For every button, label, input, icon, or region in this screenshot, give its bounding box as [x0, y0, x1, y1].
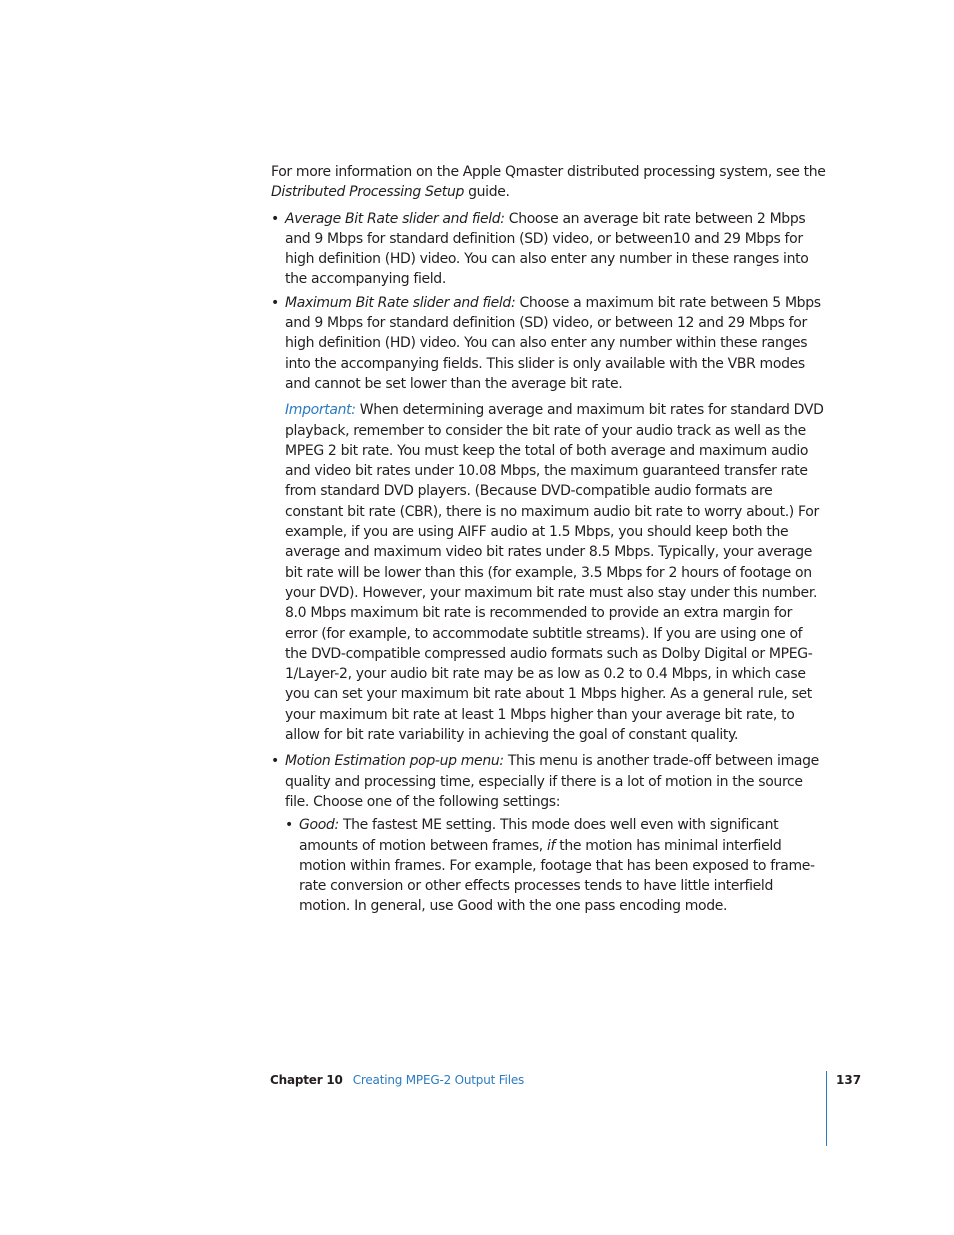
bullet-term: Motion Estimation pop-up menu: [285, 753, 504, 770]
footer-chapter-label: Chapter 10 [270, 1073, 343, 1087]
sub-bullet-good [271, 815, 827, 916]
footer-divider [826, 1071, 827, 1146]
bullet-glyph: • [271, 210, 279, 227]
page-footer [270, 1071, 830, 1089]
bullet-term: Average Bit Rate slider and field: [285, 210, 505, 227]
important-text: When determining average and maximum bit rates for standard DVD playback, remember to consider the bit rate of your audio track as well as the MPEG 2 bit rate. You must keep the total of both average and maximum audio and video bit rates under 10.08 Mbps, the maximum guaranteed transfer rate from standard DVD players. (Because DVD-compatible audio formats are constant bit rate (CBR), there is no maximum audio bit rate to worry about.) For example, if you are using AIFF audio at 1.5 Mbps, you should keep both the average and maximum video bit rates under 8.5 Mbps. Typically, your average bit rate will be lower than this (for example, 3.5 Mbps for 2 hours of footage on your DVD). However, your maximum bit rate must also stay under this number. 8.0 Mbps maximum bit rate is recommended to provide an extra margin for error (for example, to accommodate subtitle streams). If you are using one of the DVD-compatible compressed audio formats such as Dolby Digital or MPEG-1/Layer-2, your audio bit rate may be as low as 0.2 to 0.4 Mbps, in which case you can set your maximum bit rate about 1 Mbps higher. As a general rule, set your maximum bit rate at least 1 Mbps higher than your average bit rate, to allow for bit rate variability in achieving the goal of constant quality. [285, 402, 824, 744]
sub-bullet-text: The fastest ME setting. This mode does well even with significant amounts of motion between frames, [299, 817, 779, 854]
sub-bullet-emphasis: if [546, 837, 556, 854]
bullet-term: Maximum Bit Rate slider and field: [285, 294, 516, 311]
bullet-text: This menu is another trade-off between image quality and processing time, especially if there is a lot of motion in the source file. Choose one of the following settings: [285, 753, 819, 810]
bullet-glyph: • [271, 753, 279, 770]
intro-text: For more information on the Apple Qmaster distributed processing system, see the [271, 164, 826, 180]
page-body [271, 162, 827, 917]
intro-paragraph [271, 162, 827, 203]
bullet-glyph: • [285, 817, 293, 834]
footer-chapter-title: Creating MPEG-2 Output Files [352, 1073, 525, 1087]
sub-bullet-text-end: the motion has minimal interfield motion within frames. For example, footage that has been exposed to frame-rate conversion or other effects processes tends to have little interfield motion. In general, use Good with the one pass encoding mode. [299, 837, 815, 915]
intro-guide-title: Distributed Processing Setup [271, 184, 465, 201]
bullet-text: Choose an average bit rate between 2 Mbps and 9 Mbps for standard definition (SD) video, or between10 and 29 Mbps for high definition (HD) video. You can also enter any number in these ranges into the accompanying field. [285, 210, 809, 288]
intro-text-end: guide. [464, 184, 510, 201]
bullet-motion-estimation [271, 751, 827, 812]
sub-bullet-term: Good: [299, 817, 339, 834]
bullet-average-bit-rate [271, 209, 827, 290]
page-number: 137 [836, 1073, 862, 1087]
important-note [271, 400, 827, 745]
bullet-maximum-bit-rate [271, 293, 827, 394]
bullet-glyph: • [271, 294, 279, 311]
bullet-text: Choose a maximum bit rate between 5 Mbps and 9 Mbps for standard definition (SD) video, or between 12 and 29 Mbps for high definition (HD) video. You can also enter any number within these ranges into the accompanying fields. This slider is only available with the VBR modes and cannot be set lower than the average bit rate. [285, 294, 821, 392]
important-label: Important: [285, 402, 356, 419]
